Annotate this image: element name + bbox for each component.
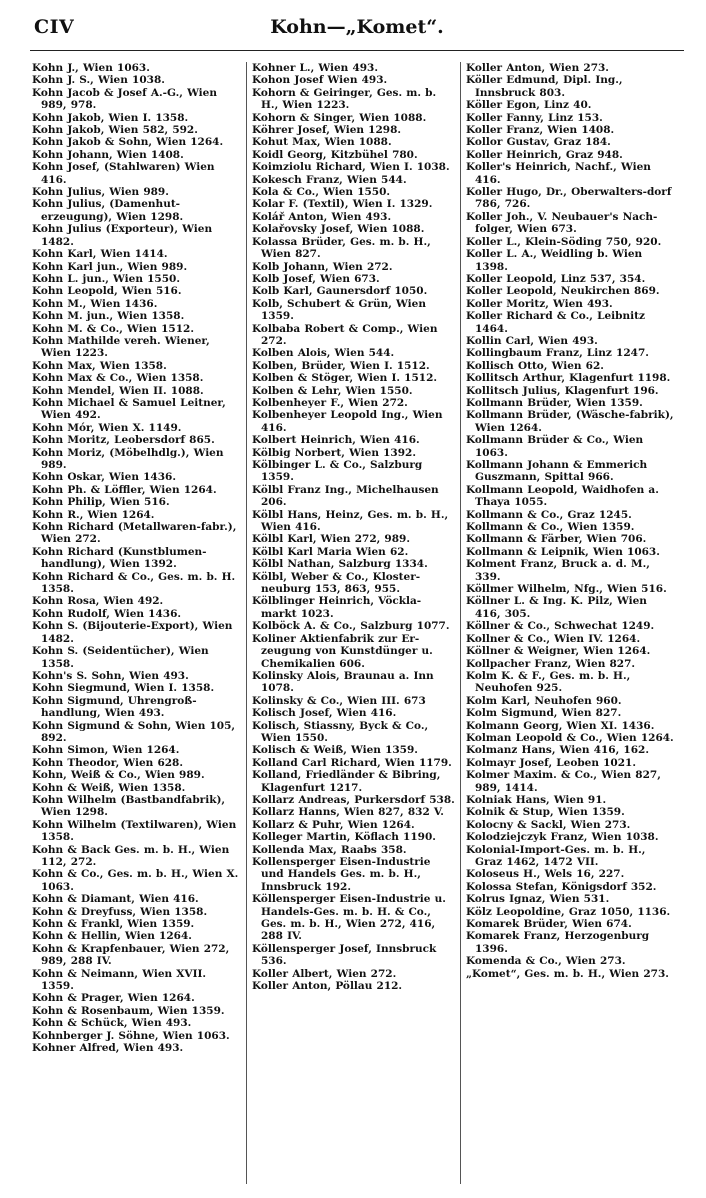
directory-entry: Kohn & Back Ges. m. b. H., Wien 112, 272.	[32, 843, 230, 868]
directory-entry: Kölblinger Heinrich, Vöckla-markt 1023.	[252, 595, 422, 620]
directory-entry: Kölbl, Weber & Co., Kloster-neuburg 153, 863, 955.	[252, 570, 421, 596]
directory-entry: Kolbenheyer F., Wien 272.	[252, 396, 408, 409]
directory-entry: Kollin Carl, Wien 493.	[466, 334, 598, 347]
directory-entry: Köller Edmund, Dipl. Ing., Innsbruck 803.	[466, 74, 623, 99]
directory-entry: Kohut Max, Wien 1088.	[252, 136, 392, 149]
directory-entry: Koller's Heinrich, Nachf., Wien 416.	[466, 161, 651, 186]
directory-entry: Kohn & Schück, Wien 493.	[32, 1017, 192, 1030]
directory-entry: Kollingbaum Franz, Linz 1247.	[466, 347, 649, 360]
directory-entry: Kollner & Co., Wien IV. 1264.	[466, 632, 641, 645]
directory-entry: Kohon Josef Wien 493.	[252, 74, 388, 87]
directory-entry: Kohn & Frankl, Wien 1359.	[32, 918, 195, 931]
directory-entry: Koller Heinrich, Graz 948.	[466, 148, 623, 161]
directory-entry: Kollmann & Co., Wien 1359.	[466, 521, 635, 534]
directory-entry: Köllensperger Josef, Innsbruck 536.	[252, 942, 437, 968]
directory-entry: Köllmer Wilhelm, Nfg., Wien 516.	[466, 583, 667, 596]
directory-entry: Kolb Karl, Gaunersdorf 1050.	[252, 285, 428, 298]
directory-entry: Kolb, Schubert & Grün, Wien 1359.	[252, 297, 426, 323]
column-2	[252, 62, 455, 1188]
directory-entry: Kolm Karl, Neuhofen 960.	[466, 694, 622, 707]
directory-entry: Koller Leopold, Linz 537, 354.	[466, 272, 646, 285]
directory-entry: Kollenda Max, Raabs 358.	[252, 843, 407, 856]
directory-entry: Kohn & Rosenbaum, Wien 1359.	[32, 1004, 225, 1017]
page-header	[30, 16, 684, 42]
directory-entry: Kölbinger L. & Co., Salzburg 1359.	[252, 459, 423, 484]
directory-entry: Kolnik & Stup, Wien 1359.	[466, 806, 625, 819]
directory-entry: Kohn Karl jun., Wien 989.	[32, 260, 188, 273]
directory-entry: Kollarz Hanns, Wien 827, 832 V.	[252, 806, 444, 819]
directory-entry: Komenda & Co., Wien 273.	[466, 955, 626, 968]
directory-entry: Kolocny & Sackl, Wien 273.	[466, 818, 631, 831]
directory-entry: Kolbenheyer Leopold Ing., Wien 416.	[252, 409, 443, 434]
directory-entry: Kohn Jakob, Wien I. 1358.	[32, 111, 189, 124]
directory-entry: Kollisch Otto, Wien 62.	[466, 359, 604, 372]
directory-entry: Kolm K. & F., Ges. m. b. H., Neuhofen 925.	[466, 669, 631, 695]
directory-entry: Kohn M. & Co., Wien 1512.	[32, 322, 194, 335]
directory-entry: Kohn S. (Seidentücher), Wien 1358.	[32, 645, 209, 670]
directory-entry: Koller Richard & Co., Leibnitz 1464.	[466, 310, 645, 335]
column-1	[32, 62, 242, 1188]
directory-entry: Kölbl Franz Ing., Michelhausen 206.	[252, 483, 439, 509]
directory-entry: Koller Moritz, Wien 493.	[466, 297, 613, 310]
directory-entry: Kollmann & Leipnik, Wien 1063.	[466, 545, 660, 558]
directory-entry: Kolben, Brüder, Wien I. 1512.	[252, 359, 430, 372]
directory-entry: Kohn & Weiß, Wien 1358.	[32, 781, 186, 794]
directory-entry: Kolisch & Weiß, Wien 1359.	[252, 744, 418, 757]
directory-entry: Kohn Moritz, Leobersdorf 865.	[32, 434, 215, 447]
directory-entry: Kolar F. (Textil), Wien I. 1329.	[252, 198, 433, 211]
directory-entry: Kohn Philip, Wien 516.	[32, 496, 170, 509]
directory-entry: Kölbig Norbert, Wien 1392.	[252, 446, 417, 459]
directory-entry: Koloseus H., Wels 16, 227.	[466, 868, 625, 881]
directory-entry: Kohn R., Wien 1264.	[32, 508, 155, 521]
directory-entry: Kohn & Hellin, Wien 1264.	[32, 930, 192, 943]
directory-entry: Kola & Co., Wien 1550.	[252, 186, 391, 199]
directory-entry: Kohn S. (Bijouterie-Export), Wien 1482.	[32, 620, 233, 645]
directory-entry: Kolben & Lehr, Wien 1550.	[252, 384, 413, 397]
directory-entry: Kohn Karl, Wien 1414.	[32, 248, 168, 261]
directory-entry: Kollmann Brüder, (Wäsche-fabrik), Wien 1264.	[466, 409, 674, 434]
directory-entry: Kolassa Brüder, Ges. m. b. H., Wien 827.	[252, 235, 431, 261]
directory-entry: Kolrus Ignaz, Wien 531.	[466, 893, 610, 906]
directory-entry: Kohn & Krapfenbauer, Wien 272, 989, 288 IV.	[32, 942, 230, 968]
directory-entry: Kohn Rudolf, Wien 1436.	[32, 607, 182, 620]
directory-entry: Kölbl Karl Maria Wien 62.	[252, 545, 409, 558]
directory-entry: Kölbl Hans, Heinz, Ges. m. b. H., Wien 416.	[252, 508, 449, 534]
directory-entry: Kolařovsky Josef, Wien 1088.	[252, 223, 425, 236]
directory-entry: Kohn Rosa, Wien 492.	[32, 595, 164, 608]
directory-entry: Kollensperger Eisen-Industrie und Handels Ges. m. b. H., Innsbruck 192.	[252, 856, 431, 893]
running-title: Kohn—„Komet“.	[270, 16, 444, 38]
directory-entry: Kohn Mathilde vereh. Wiener, Wien 1223.	[32, 334, 210, 360]
directory-entry: Kolinsky & Co., Wien III. 673	[252, 694, 426, 707]
directory-entry: Kollmann Leopold, Waidhofen a. Thaya 1055.	[466, 483, 659, 509]
directory-entry: Kölz Leopoldine, Graz 1050, 1136.	[466, 905, 671, 918]
directory-entry: Kohn Richard (Metallwaren-fabr.), Wien 272.	[32, 521, 237, 546]
directory-entry: Kollmann Brüder, Wien 1359.	[466, 396, 643, 409]
directory-entry: Kokesch Franz, Wien 544.	[252, 173, 407, 186]
directory-entry: Kohn M., Wien 1436.	[32, 297, 158, 310]
directory-entry: Kolmayr Josef, Leoben 1021.	[466, 756, 637, 769]
directory-entry: Kolm Sigmund, Wien 827.	[466, 707, 622, 720]
directory-entry: Kohn Wilhelm (Textilwaren), Wien 1358.	[32, 818, 237, 844]
directory-entry: Kohn Wilhelm (Bastbandfabrik), Wien 1298.	[32, 793, 226, 819]
directory-entry: Kollmann & Färber, Wien 706.	[466, 533, 647, 546]
directory-entry: Kolossa Stefan, Königsdorf 352.	[466, 880, 657, 893]
directory-entry: Koller Franz, Wien 1408.	[466, 124, 615, 137]
directory-entry: Koller Leopold, Neukirchen 869.	[466, 285, 660, 298]
column-divider	[460, 62, 461, 1184]
directory-entry: Kohorn & Singer, Wien 1088.	[252, 111, 427, 124]
directory-entry: Kölbl Nathan, Salzburg 1334.	[252, 558, 428, 571]
directory-entry: Kolniak Hans, Wien 91.	[466, 793, 607, 806]
directory-entry: Kohn & Prager, Wien 1264.	[32, 992, 195, 1005]
directory-entry: Koliner Aktienfabrik zur Er-zeugung von Kunstdünger u. Chemikalien 606.	[252, 632, 433, 670]
directory-entry: Kohn Richard & Co., Ges. m. b. H. 1358.	[32, 570, 236, 596]
directory-entry: Kollmann Johann & Emmerich Guszmann, Spittal 966.	[466, 459, 648, 484]
directory-entry: Kohnberger J. Söhne, Wien 1063.	[32, 1029, 230, 1042]
directory-entry: Kolisch, Stiassny, Byck & Co., Wien 1550.	[252, 719, 429, 744]
directory-entry: Koller Fanny, Linz 153.	[466, 111, 603, 124]
directory-entry: Kohn Jakob, Wien 582, 592.	[32, 124, 198, 137]
directory-entry: Kolment Franz, Bruck a. d. M., 339.	[466, 558, 650, 583]
directory-entry: Kohn J. S., Wien 1038.	[32, 74, 165, 87]
directory-entry: Kolbert Heinrich, Wien 416.	[252, 434, 420, 447]
directory-entry: Kohorn & Geiringer, Ges. m. b. H., Wien 1223.	[252, 86, 437, 112]
directory-entry: Koller Anton, Pöllau 212.	[252, 980, 403, 993]
directory-entry: Komarek Brüder, Wien 674.	[466, 918, 632, 931]
directory-entry: Kollor Gustav, Graz 184.	[466, 136, 611, 149]
directory-entry: Kohn Max & Co., Wien 1358.	[32, 372, 204, 385]
directory-entry: Kohn Moriz, (Möbelhdlg.), Wien 989.	[32, 446, 224, 471]
directory-entry: Köllner & Co., Schwechat 1249.	[466, 620, 655, 633]
directory-entry: Koller L. A., Weidling b. Wien 1398.	[466, 248, 643, 273]
directory-entry: Kolb Josef, Wien 673.	[252, 272, 380, 285]
directory-entry: Kollarz Andreas, Purkersdorf 538.	[252, 793, 455, 806]
directory-entry: Kolinsky Alois, Braunau a. Inn 1078.	[252, 669, 434, 695]
directory-entry: Kollpacher Franz, Wien 827.	[466, 657, 636, 670]
directory-entry: Kohner L., Wien 493.	[252, 62, 379, 74]
directory-entry: Kohn Ph. & Löffler, Wien 1264.	[32, 483, 217, 496]
directory-entry: Kohn Max, Wien 1358.	[32, 359, 167, 372]
directory-entry: Kohner Alfred, Wien 493.	[32, 1042, 184, 1055]
directory-entry: Kolleger Martin, Köflach 1190.	[252, 831, 436, 844]
directory-entry: Kohn Sigmund, Uhrengroß-handlung, Wien 493.	[32, 694, 197, 720]
directory-entry: Kohn Julius, (Damenhut-erzeugung), Wien 1298.	[32, 198, 184, 223]
directory-entry: Kohn Oskar, Wien 1436.	[32, 471, 176, 484]
directory-entry: Kohn Sigmund & Sohn, Wien 105, 892.	[32, 719, 236, 744]
directory-entry: Kohn Simon, Wien 1264.	[32, 744, 180, 757]
directory-entry: Kohn Jacob & Josef A.-G., Wien 989, 978.	[32, 86, 217, 112]
directory-entry: Köllner L. & Ing. K. Pilz, Wien 416, 305.	[466, 595, 647, 620]
directory-entry: Kolb Johann, Wien 272.	[252, 260, 393, 273]
directory-entry: Komarek Franz, Herzogenburg 1396.	[466, 930, 650, 955]
directory-entry: Kohn Richard (Kunstblumen-handlung), Wien 1392.	[32, 545, 207, 571]
directory-entry: Kohn & Dreyfuss, Wien 1358.	[32, 905, 208, 918]
directory-entry: Kohn & Diamant, Wien 416.	[32, 893, 199, 906]
directory-entry: Koimziolu Richard, Wien I. 1038.	[252, 161, 450, 174]
directory-entry: Kolbaba Robert & Comp., Wien 272.	[252, 322, 438, 347]
directory-entry: Kohn Josef, (Stahlwaren) Wien 416.	[32, 161, 215, 186]
directory-entry: Koller Hugo, Dr., Oberwalters-dorf 786, 726.	[466, 186, 672, 211]
directory-entry: Köllensperger Eisen-Industrie u. Handels-Ges. m. b. H. & Co., Ges. m. b. H., Wien 272, 416, 288 IV.	[252, 893, 446, 943]
directory-entry: Kolodziejczyk Franz, Wien 1038.	[466, 831, 659, 844]
directory-entry: Kolisch Josef, Wien 416.	[252, 707, 397, 720]
directory-entry: Kohn & Neimann, Wien XVII. 1359.	[32, 967, 207, 993]
directory-entry: Köhrer Josef, Wien 1298.	[252, 124, 402, 137]
directory-entry: Kohn & Co., Ges. m. b. H., Wien X. 1063.	[32, 868, 239, 893]
directory-entry: Kollitsch Julius, Klagenfurt 196.	[466, 384, 659, 397]
directory-entry: Kohn M. jun., Wien 1358.	[32, 310, 185, 323]
directory-entry: Kollmann & Co., Graz 1245.	[466, 508, 632, 521]
directory-entry: Kollitsch Arthur, Klagenfurt 1198.	[466, 372, 671, 385]
header-rule	[30, 50, 684, 51]
directory-entry: Koller L., Klein-Söding 750, 920.	[466, 235, 662, 248]
directory-entry: Kohn Jakob & Sohn, Wien 1264.	[32, 136, 224, 149]
directory-entry: Kolland Carl Richard, Wien 1179.	[252, 756, 452, 769]
directory-entry: Kohn Leopold, Wien 516.	[32, 285, 182, 298]
directory-entry: Kohn's S. Sohn, Wien 493.	[32, 669, 189, 682]
directory-entry: Kohn Mendel, Wien II. 1088.	[32, 384, 204, 397]
directory-entry: Koller Anton, Wien 273.	[466, 62, 609, 74]
directory-entry: Kolmer Maxim. & Co., Wien 827, 989, 1414.	[466, 769, 661, 794]
directory-entry: Kolland, Friedländer & Bibring, Klagenfurt 1217.	[252, 769, 441, 794]
directory-entry: „Komet“, Ges. m. b. H., Wien 273.	[466, 967, 669, 980]
directory-entry: Kolman Leopold & Co., Wien 1264.	[466, 731, 674, 744]
directory-entry: Kohn Siegmund, Wien I. 1358.	[32, 682, 215, 695]
directory-entry: Köller Egon, Linz 40.	[466, 99, 592, 112]
directory-entry: Koidl Georg, Kitzbühel 780.	[252, 148, 418, 161]
directory-entry: Koller Joh., V. Neubauer's Nach-folger, Wien 673.	[466, 210, 658, 236]
directory-entry: Kohn Theodor, Wien 628.	[32, 756, 184, 769]
directory-entry: Kolben & Stöger, Wien I. 1512.	[252, 372, 438, 385]
directory-entry: Kohn J., Wien 1063.	[32, 62, 150, 74]
directory-entry: Kohn Julius, Wien 989.	[32, 186, 169, 199]
directory-entry: Kohn Mór, Wien X. 1149.	[32, 421, 182, 434]
directory-entry: Kolmanz Hans, Wien 416, 162.	[466, 744, 650, 757]
directory-entry: Kolář Anton, Wien 493.	[252, 210, 392, 223]
directory-entry: Kölbl Karl, Wien 272, 989.	[252, 533, 411, 546]
column-3	[466, 62, 674, 1188]
directory-entry: Kolben Alois, Wien 544.	[252, 347, 395, 360]
directory-entry: Köllner & Weigner, Wien 1264.	[466, 645, 651, 658]
directory-entry: Kolböck A. & Co., Salzburg 1077.	[252, 620, 450, 633]
directory-entry: Koller Albert, Wien 272.	[252, 967, 397, 980]
column-divider	[246, 62, 247, 1184]
directory-entry: Kollarz & Puhr, Wien 1264.	[252, 818, 415, 831]
directory-entry: Kolmann Georg, Wien XI. 1436.	[466, 719, 655, 732]
directory-entry: Kohn Julius (Exporteur), Wien 1482.	[32, 223, 213, 248]
directory-entry: Kohn Michael & Samuel Leitner, Wien 492.	[32, 396, 226, 422]
directory-entry: Kohn, Weiß & Co., Wien 989.	[32, 769, 205, 782]
directory-entry: Kohn L. jun., Wien 1550.	[32, 272, 180, 285]
directory-entry: Kohn Johann, Wien 1408.	[32, 148, 184, 161]
directory-entry: Kolonial-Import-Ges. m. b. H., Graz 1462, 1472 VII.	[466, 843, 646, 868]
page-number: CIV	[34, 16, 75, 38]
directory-entry: Kollmann Brüder & Co., Wien 1063.	[466, 434, 644, 459]
